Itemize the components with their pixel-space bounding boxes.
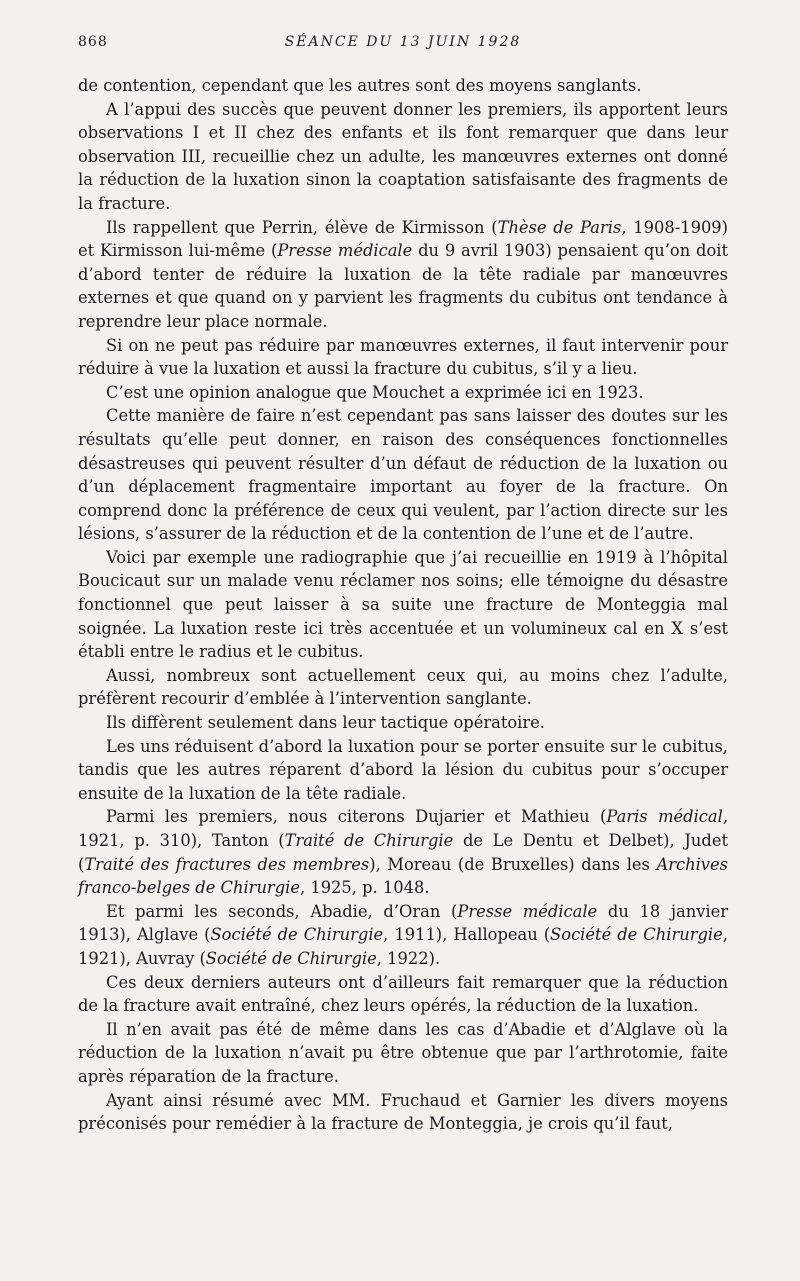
reference-title: Paris médical <box>606 807 723 827</box>
paragraph <box>78 404 728 546</box>
reference-title: Traité de Chirurgie <box>284 831 454 850</box>
text-run: A l’appui des succès que peuvent donner les premiers, ils apportent leurs observations I et II chez des enfants et ils font remarquer que dans leur observation III, recueillie chez un adulte, les manœuvres externes ont donné la réduction de la luxation sinon la coaptation satisfaisante des fragments de la fracture. <box>78 99 728 213</box>
running-head <box>78 34 728 58</box>
text-run: , 1908-1909) et Kirmisson lui-même ( <box>78 217 729 261</box>
paragraph <box>78 334 728 381</box>
reference-title: Société de Chirurgie <box>550 925 723 945</box>
text-run: Parmi les premiers, nous citerons Dujarier et Mathieu ( <box>106 807 607 827</box>
text-run: de contention, cependant que les autres sont des moyens sanglants. <box>78 76 642 95</box>
text-run: , 1925, p. 1048. <box>299 878 430 898</box>
text-run: Voici par exemple une radiographie que j’ai recueillie en 1919 à l’hôpital Boucicaut sur un malade venu réclamer nos soins; elle témoigne du désastre fonctionnel que peut laisser à sa suite une fracture de Monteggia mal soignée. La luxation reste ici très accentuée et un volumineux cal en X s’est établi entre le radius et le cubitus. <box>78 547 728 662</box>
text-run: Et parmi les seconds, Abadie, d’Oran ( <box>106 901 458 921</box>
paragraph <box>78 216 728 334</box>
paragraph <box>78 805 728 899</box>
text-run: Ils rappellent que Perrin, élève de Kirmisson ( <box>106 217 498 237</box>
reference-title: Presse médicale <box>457 901 598 921</box>
text-run: Ils diffèrent seulement dans leur tactique opératoire. <box>106 713 545 733</box>
text-run: Aussi, nombreux sont actuellement ceux qui, au moins chez l’adulte, préfèrent recourir d’emblée à l’intervention sanglante. <box>78 665 728 709</box>
paragraph <box>78 74 728 98</box>
paragraph <box>78 971 728 1018</box>
reference-title: Traité des fractures des membres <box>84 854 370 874</box>
text-run: Ces deux derniers auteurs ont d’ailleurs fait remarquer que la réduction de la fracture avait entraîné, chez leurs opérés, la réduction de la luxation. <box>78 972 728 1016</box>
text-run: Il n’en avait pas été de même dans les cas d’Abadie et d’Alglave où la réduction de la luxation n’avait pu être obtenue que par l’arthrotomie, faite après réparation de la fracture. <box>78 1019 728 1086</box>
text-run: Les uns réduisent d’abord la luxation pour se porter ensuite sur le cubitus, tandis que les autres réparent d’abord la lésion du cubitus pour s’occuper ensuite de la luxation de la tête radiale. <box>78 736 728 803</box>
reference-title: Société de Chirurgie <box>210 925 384 945</box>
paragraph <box>78 664 728 711</box>
page-number: 868 <box>78 34 108 50</box>
paragraph <box>78 546 728 664</box>
text-run: du 18 janvier 1913), Alglave ( <box>78 901 729 945</box>
reference-title: Archives franco-belges de Chirurgie <box>78 854 728 898</box>
reference-title: Presse médicale <box>277 241 413 261</box>
text-run: C’est une opinion analogue que Mouchet a exprimée ici en 1923. <box>106 382 644 402</box>
text-run: , 1911), Hallopeau ( <box>383 925 551 945</box>
text-run: du 9 avril 1903) pensaient qu’on doit d’abord tenter de réduire la luxation de la tête radiale par manœuvres externes et que quand on y parvient les fragments du cubitus ont tendance à reprendre leur place normale. <box>78 241 728 331</box>
text-run: de Le Dentu et Delbet), Judet ( <box>78 831 729 874</box>
text-run: Ayant ainsi résumé avec MM. Fruchaud et Garnier les divers moyens préconisés pour remédier à la fracture de Monteggia, je crois qu’il faut, <box>78 1090 728 1134</box>
text-run: , 1921, p. 310), Tanton ( <box>78 807 729 850</box>
reference-title: Société de Chirurgie <box>205 948 377 968</box>
reference-title: Thèse de Paris <box>497 217 622 237</box>
text-run: Si on ne peut pas réduire par manœuvres externes, il faut intervenir pour réduire à vue la luxation et aussi la fracture du cubitus, s’il y a lieu. <box>78 335 728 379</box>
body-text <box>78 74 728 1136</box>
running-title: SÉANCE DU 13 JUIN 1928 <box>284 34 522 50</box>
paragraph <box>78 98 728 216</box>
paragraph <box>78 1018 728 1089</box>
paragraph <box>78 735 728 806</box>
text-run: , 1921), Auvray ( <box>78 925 728 968</box>
paragraph <box>78 900 728 971</box>
paragraph <box>78 711 728 735</box>
paragraph <box>78 1089 728 1136</box>
paragraph <box>78 381 728 405</box>
text-run: ), Moreau (de Bruxelles) dans les <box>369 854 657 874</box>
text-run: Cette manière de faire n’est cependant pas sans laisser des doutes sur les résultats qu’elle peut donner, en raison des conséquences fonctionnelles désastreuses qui peuvent résulter d’un défaut de réduction de la luxation ou d’un déplacement fragmentaire important au foyer de la fracture. On comprend donc la préférence de ceux qui veulent, par l’action directe sur les lésions, s’assurer de la réduction et de la contention de l’une et de l’autre. <box>78 406 728 544</box>
text-run: , 1922). <box>376 948 441 968</box>
